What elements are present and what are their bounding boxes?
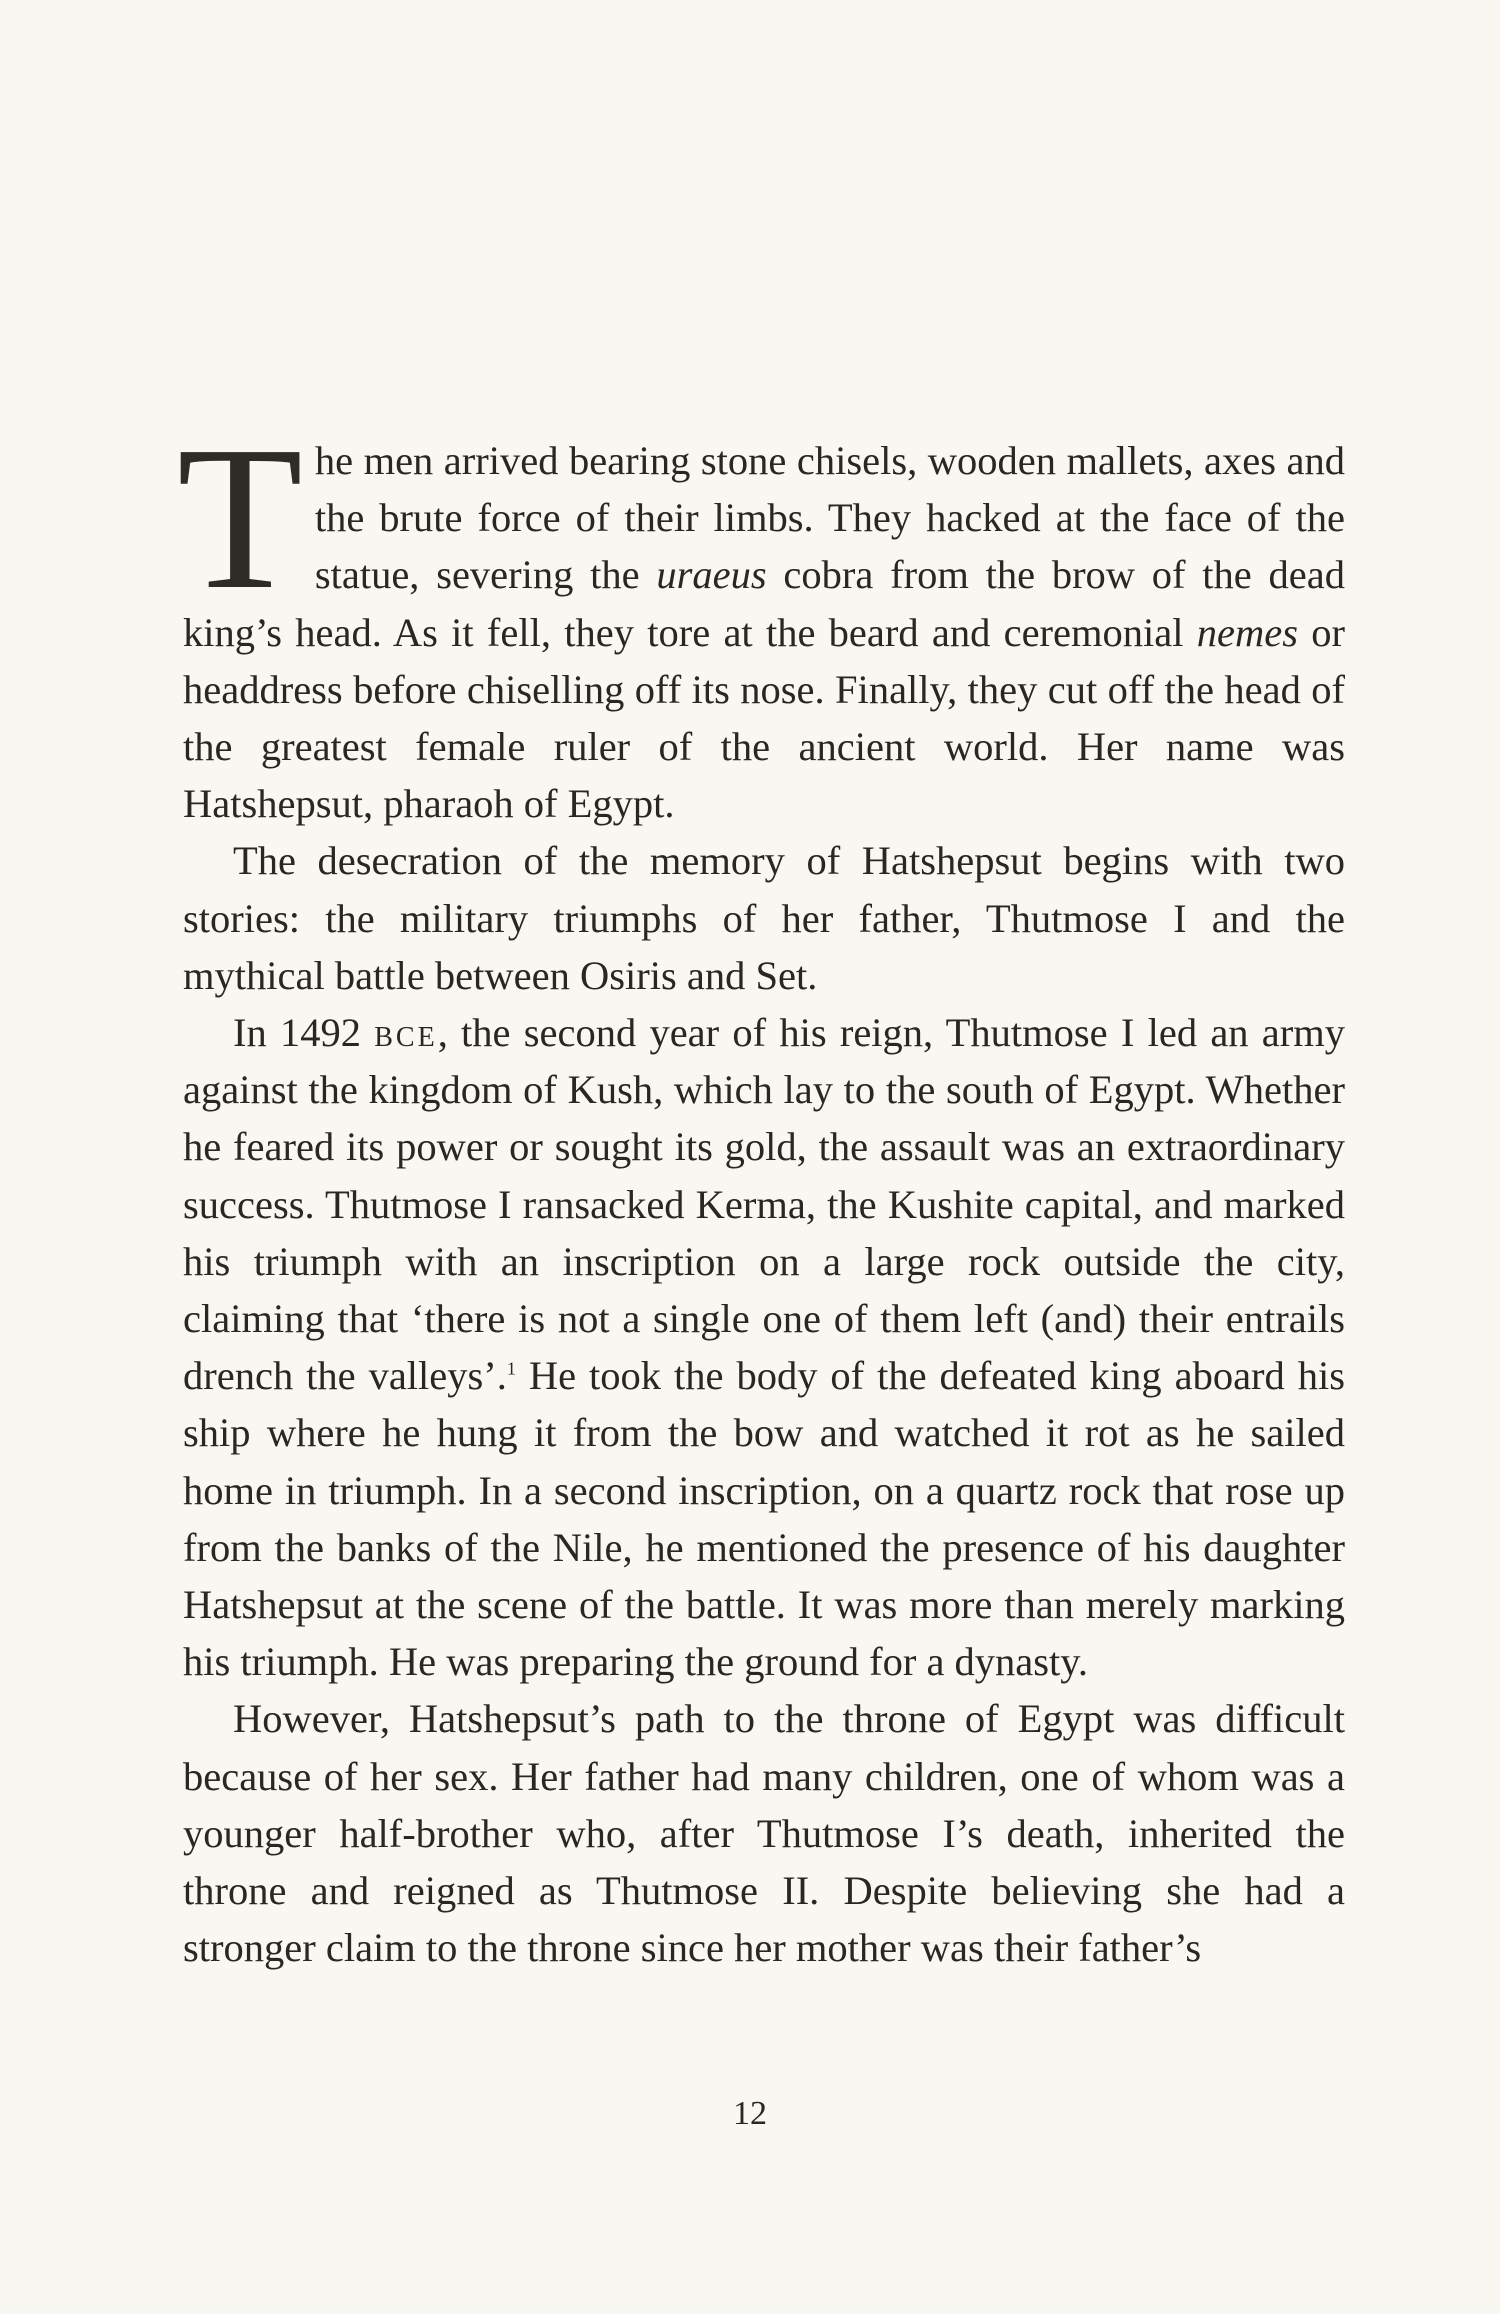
drop-cap: T — [177, 403, 303, 632]
opening-text-end: or headdress before chiselling off its nose. Finally, they cut off the head of the greatest female ruler of the ancient world. Her name was Hatshepsut, pharaoh of Egypt. — [183, 609, 1345, 827]
year-text: In 1492 — [233, 1010, 375, 1056]
campaign-text-continued: He took the body of the defeated king aboard his ship where he hung it from the bow and watched it rot as he sailed home in triumph. In a second inscription, on a quartz rock that rose up from the banks of the Nile, he mentioned the presence of his daughter Hatshepsut at the scene of the battle. It was more than merely marking his triumph. He was preparing the ground for a dynasty. — [183, 1353, 1346, 1685]
term-nemes: nemes — [1196, 609, 1298, 655]
body-text — [177, 403, 1346, 1976]
opening-text-middle: cobra from the brow of the dead king’s head. As it fell, they tore at the beard and ceremonial — [183, 552, 1345, 655]
paragraph-kush-campaign — [183, 1004, 1345, 1690]
term-uraeus: uraeus — [656, 552, 767, 598]
era-abbreviation: bce — [374, 1010, 438, 1056]
opening-paragraph — [177, 403, 1345, 832]
page-number: 12 — [733, 2095, 767, 2132]
campaign-text: , the second year of his reign, Thutmose I led an army against the kingdom of Kush, which lay to the south of Egypt. Whether he feared its power or sought its gold, the assault was an extraordinary success. Thutmose I ransacked Kerma, the Kushite capital, and marked his triumph with an inscription on a large rock outside the city, claiming that ‘there is not a single one of them left (and) their entrails drench the valleys’. — [183, 1010, 1346, 1399]
paragraph-desecration: The desecration of the memory of Hatshepsut begins with two stories: the military triumphs of her father, Thutmose I and the mythical battle between Osiris and Set. — [183, 838, 1345, 998]
opening-text-start: he men arrived bearing stone chisels, wooden mallets, axes and the brute force of their limbs. They hacked at the face of the statue, severing the — [314, 438, 1345, 598]
paragraph-succession: However, Hatshepsut’s path to the throne of Egypt was difficult because of her sex. Her father had many children, one of whom was a younger half-brother who, after Thutmose I’s death, inherited the throne and reigned as Thutmose II. Despite believing she had a stronger claim to the throne since her mother was their father’s — [183, 1696, 1345, 1971]
footnote-reference[interactable]: 1 — [506, 1358, 516, 1379]
